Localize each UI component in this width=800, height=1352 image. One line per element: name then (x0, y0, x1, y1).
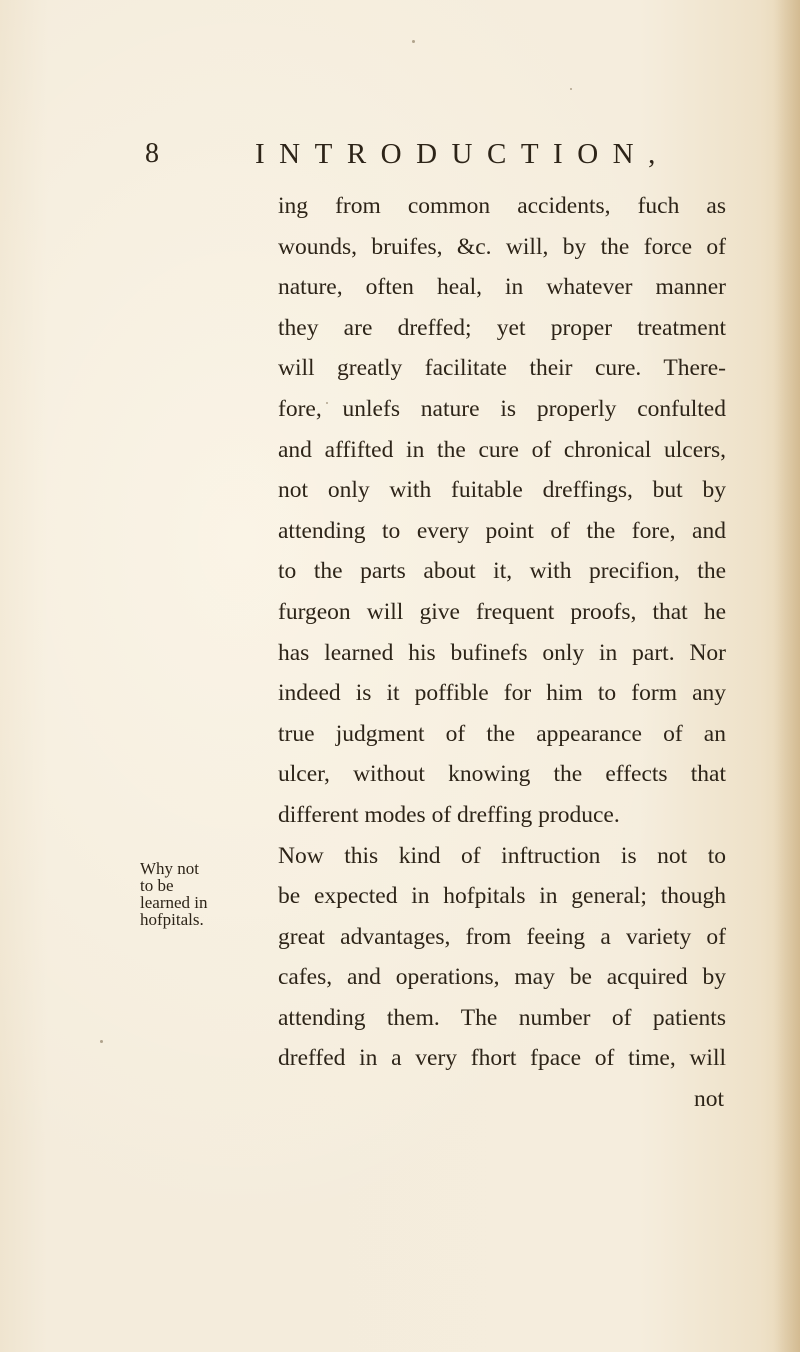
paper-speck (412, 40, 415, 43)
text-line: Now this kind of inftruction is not to (278, 842, 726, 869)
text-line: true judgment of the appearance of an (278, 720, 726, 747)
text-line: will greatly facilitate their cure. There- (278, 355, 726, 382)
margin-note-line: hofpitals. (140, 910, 204, 929)
text-line: not only with fuitable dreffings, but by (278, 477, 726, 504)
paper-speck (100, 1040, 103, 1043)
margin-note-line: learned in (140, 893, 208, 912)
page-edge-shadow (774, 0, 800, 1352)
text-line: ulcer, without knowing the effects that (278, 761, 726, 788)
margin-note (140, 860, 240, 928)
margin-note-line: Why not (140, 859, 200, 878)
text-line: dreffed in a very fhort fpace of time, will (278, 1045, 726, 1072)
text-line: attending to every point of the fore, and (278, 517, 726, 544)
body-text (278, 186, 726, 1120)
text-line: cafes, and operations, may be acquired by (278, 964, 726, 991)
text-line: and affifted in the cure of chronical ulcers, (278, 436, 726, 463)
text-line: ing from common accidents, fuch as (278, 193, 726, 219)
margin-note-line: to be (140, 876, 174, 895)
catchword: not (693, 1086, 724, 1113)
text-line: furgeon will give frequent proofs, that he (278, 598, 726, 625)
text-line: indeed is it poffible for him to form any (278, 680, 726, 707)
paper-speck (326, 402, 328, 404)
text-line: great advantages, from feeing a variety of (278, 923, 726, 950)
text-line: be expected in hofpitals in general; though (278, 883, 726, 910)
text-line: different modes of dreffing produce. (278, 801, 620, 828)
text-line: to the parts about it, with precifion, the (278, 558, 726, 585)
text-line: has learned his bufinefs only in part. Nor (278, 639, 726, 666)
paper-speck (570, 88, 572, 90)
running-head: INTRODUCTION, (255, 138, 670, 170)
text-line: attending them. The number of patients (278, 1004, 726, 1031)
text-line: nature, often heal, in whatever manner (278, 274, 726, 301)
text-line: they are dreffed; yet proper treatment (278, 314, 726, 341)
page-number: 8 (145, 138, 159, 169)
text-line: wounds, bruifes, &c. will, by the force of (278, 233, 726, 260)
text-line: fore, unlefs nature is properly confulted (278, 395, 726, 422)
